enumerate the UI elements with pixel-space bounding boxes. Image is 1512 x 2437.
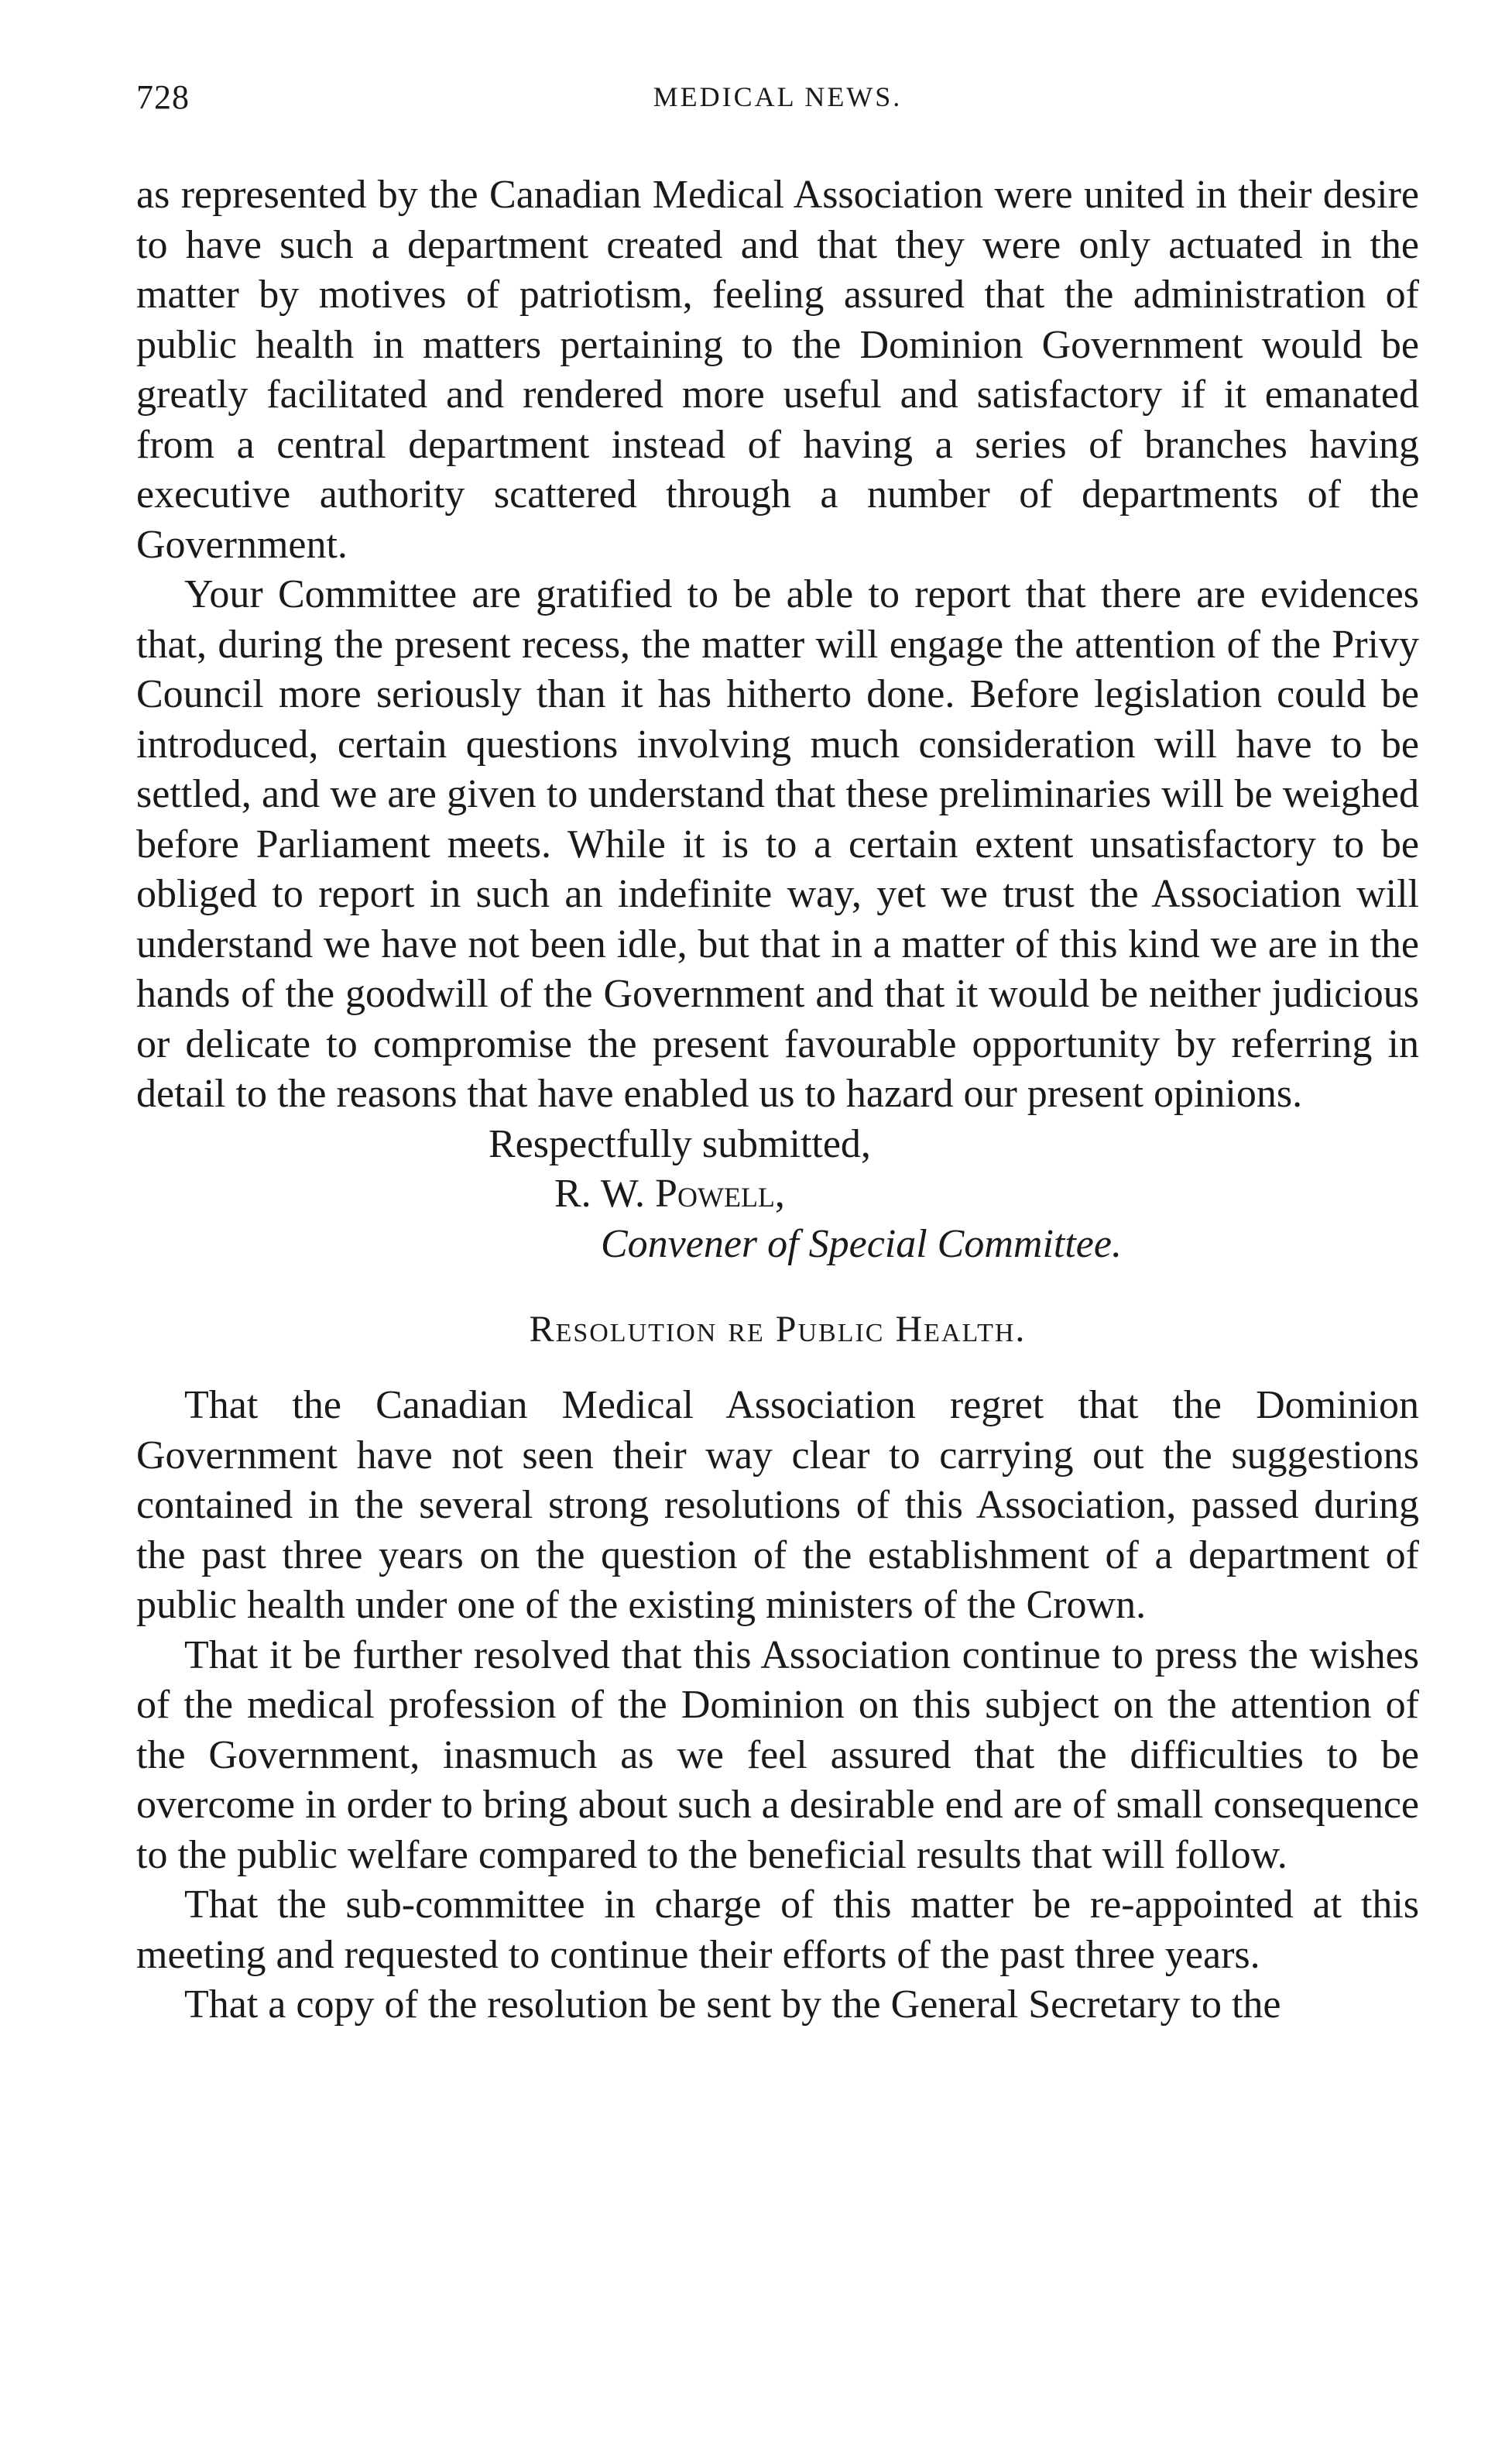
resolution-heading: Resolution re Public Health. <box>529 1309 1027 1350</box>
resolution-paragraph-3: That the sub-committee in charge of this matter be re-appointed at this meeting and requested to continue their efforts of the past three years. <box>136 1883 1419 1977</box>
resolution-paragraph-4: That a copy of the resolution be sent by the General Secretary to the <box>184 1982 1281 2027</box>
signature-name: R. W. Powell, <box>554 1172 785 1216</box>
signature-block <box>136 1120 1419 1270</box>
running-title: MEDICAL NEWS. <box>653 81 903 112</box>
page-number: 728 <box>136 78 190 116</box>
resolution-paragraph-2: That it be further resolved that this Association continue to press the wishes of the medical profession of the Dominion on this subject on the attention of the Government, inasmuch as we feel assured that the difficulties to be overcome in order to bring about such a desirable end are of small consequence to the public welfare compared to the beneficial results that will follow. <box>136 1632 1419 1877</box>
running-head <box>136 77 1419 132</box>
signature-closing: Respectfully submitted, <box>489 1121 871 1166</box>
paragraph-continued: as represented by the Canadian Medical Association were united in their desire to have such a department created and that they were only actuated in the matter by motives of patriotism, feeling assured that the administration of public health in matters pertaining to the Dominion Government would be greatly facilitated and rendered more useful and satisfactory if it emanated from a central department instead of having a series of branches having executive authority scattered through a number of departments of the Government. <box>136 173 1419 567</box>
article-text <box>136 170 1419 2030</box>
signature-title: Convener of Special Committee. <box>601 1221 1122 1266</box>
resolution-paragraph-1: That the Canadian Medical Association regret that the Dominion Government have not seen their way clear to carrying out the suggestions contained in the several strong resolutions of this Association, passed during the past three years on the question of the establishment of a department of public health under one of the existing ministers of the Crown. <box>136 1383 1419 1627</box>
paragraph-committee-report: Your Committee are gratified to be able to report that there are evidences that, during the present recess, the matter will engage the attention of the Privy Council more seriously than it has hitherto done. Before legislation could be introduced, certain questions involving much consideration will have to be settled, and we are given to understand that these preliminaries will be weighed before Parliament meets. While it is to a certain extent unsatisfactory to be obliged to report in such an indefinite way, yet we trust the Association will understand we have not been idle, but that in a matter of this kind we are in the hands of the goodwill of the Government and that it would be neither judicious or delicate to compromise the present favourable opportunity by referring in detail to the reasons that have enabled us to hazard our present opinions. <box>136 572 1419 1116</box>
